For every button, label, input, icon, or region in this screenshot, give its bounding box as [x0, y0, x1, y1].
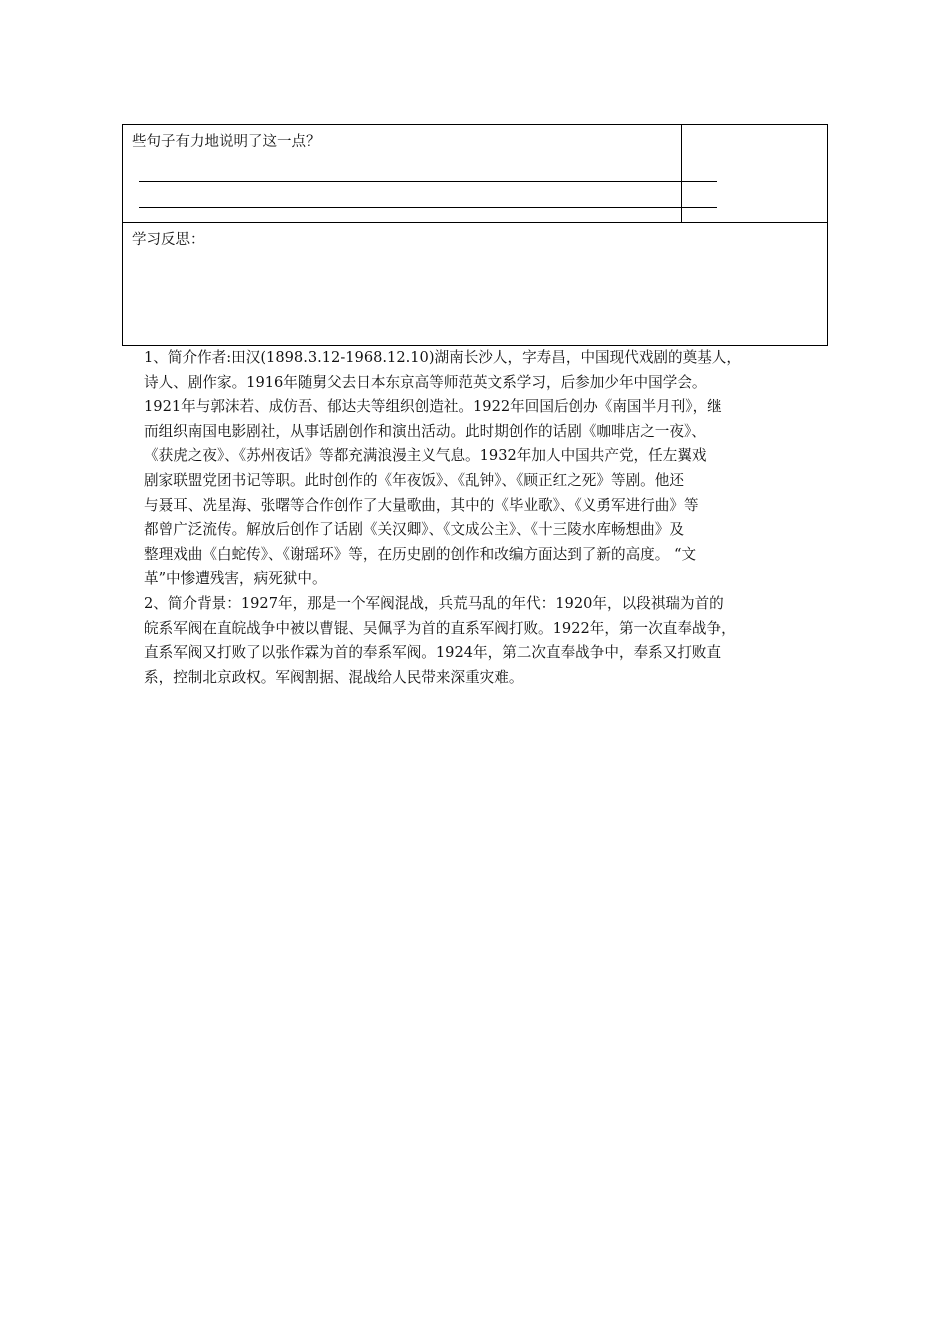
- author-intro-paragraph: [144, 346, 816, 592]
- answer-line[interactable]: [139, 207, 717, 208]
- reflection-label: 学习反思：: [132, 232, 205, 248]
- text-line: 剧家联盟党团书记等职。此时创作的《年夜饭》、《乱钟》、《顾正红之死》等剧。他还: [144, 471, 684, 489]
- text-line: 与聂耳、冼星海、张曙等合作创作了大量歌曲，其中的《毕业歌》、《义勇军进行曲》等: [144, 496, 699, 514]
- column-divider: [681, 125, 682, 223]
- text-line: 诗人、剧作家。1916年随舅父去日本东京高等师范英文系学习，后参加少年中国学会。: [144, 373, 707, 391]
- text-line: 2、简介背景：1927年，那是一个军阀混战，兵荒马乱的年代：1920年，以段祺瑞为首的: [144, 594, 724, 612]
- text-line: 直系军阀又打败了以张作霖为首的奉系军阀。1924年，第二次直奉战争中，奉系又打败直: [144, 644, 722, 662]
- background-intro-paragraph: [144, 592, 816, 690]
- text-line: 而组织南国电影剧社，从事话剧创作和演出活动。此时期创作的话剧《咖啡店之一夜》、: [144, 422, 706, 440]
- worksheet-table: [122, 124, 828, 346]
- text-line: 《获虎之夜》、《苏州夜话》等都充满浪漫主义气息。1932年加人中国共产党，任左翼戏: [144, 447, 707, 465]
- notes-section: [144, 346, 816, 690]
- reflection-row[interactable]: [123, 223, 827, 345]
- text-line: 革”中惨遭残害，病死狱中。: [144, 570, 327, 588]
- text-line: 系，控制北京政权。军阀割据、混战给人民带来深重灾难。: [144, 668, 524, 686]
- text-line: 都曾广泛流传。解放后创作了话剧《关汉卿》、《文成公主》、《十三陵水库畅想曲》及: [144, 521, 684, 539]
- text-line: 整理戏曲《白蛇传》、《谢瑶环》等，在历史剧的创作和改编方面达到了新的高度。 “文: [144, 545, 697, 563]
- text-line: 皖系军阀在直皖战争中被以曹锟、吴佩孚为首的直系军阀打败。1922年，第一次直奉战争，: [144, 619, 736, 637]
- answer-line[interactable]: [139, 181, 717, 182]
- question-text: 些句子有力地说明了这一点？: [132, 134, 321, 150]
- text-line: 1、简介作者:田汉(1898.3.12-1968.12.10)湖南长沙人，字寿昌，中国现代戏剧的奠基人，: [144, 349, 741, 366]
- text-line: 1921年与郭沫若、成仿吾、郁达夫等组织创造社。1922年回国后创办《南国半月刊》，继: [144, 398, 722, 416]
- question-row: [123, 125, 827, 223]
